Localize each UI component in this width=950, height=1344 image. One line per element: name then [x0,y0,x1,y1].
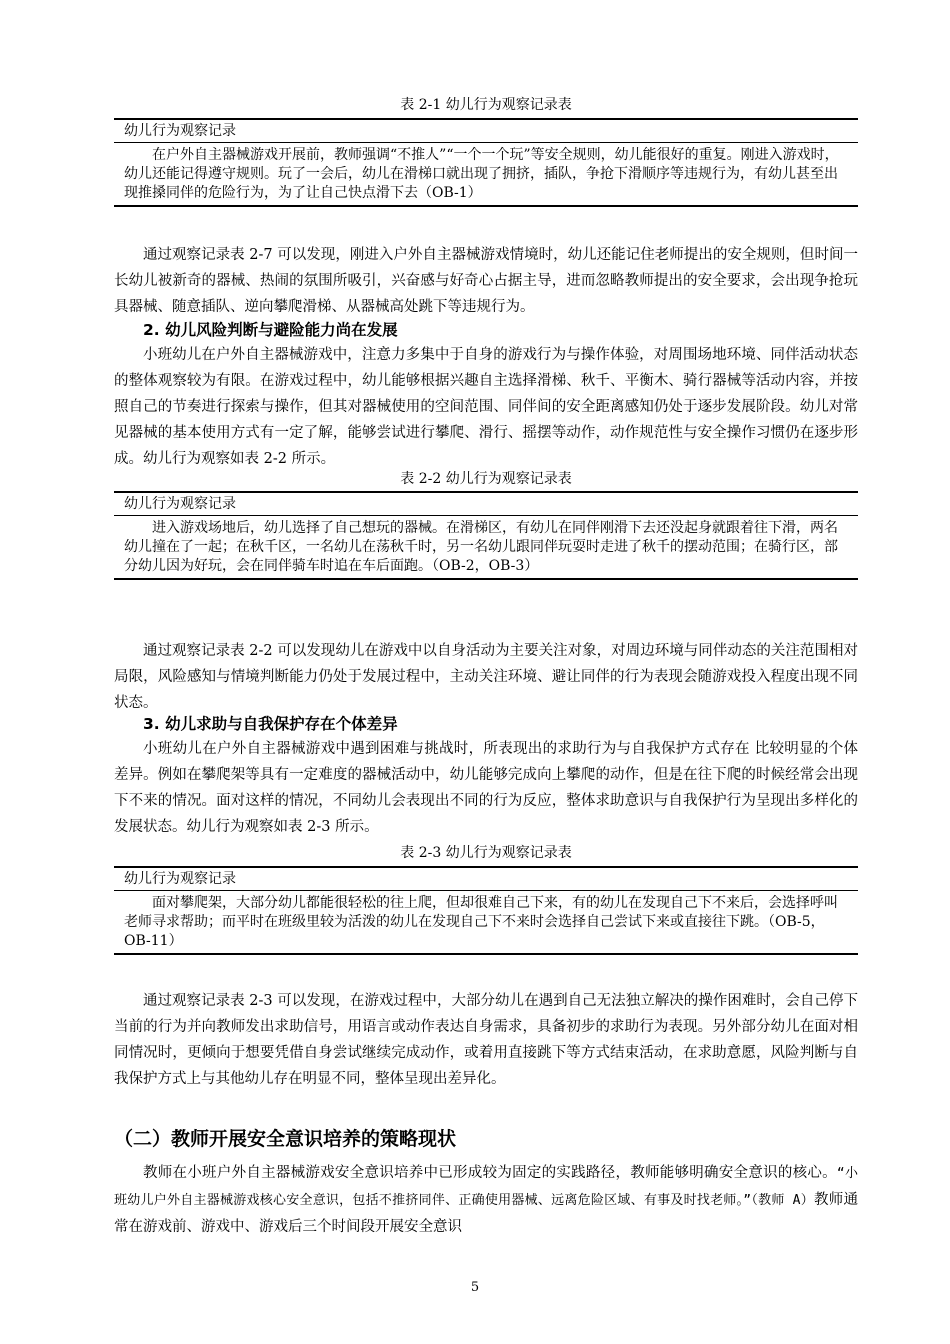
teacher-quote: “小班幼儿户外自主器械游戏核心安全意识，包括不推挤同伴、正确使用器械、远离危险区域、有事及时找老师。”（教师 A） [114,1166,858,1208]
table-bottom-rule [114,578,858,580]
table-bottom-rule [114,205,858,207]
table-caption-2-1: 表 2-1 幼儿行为观察记录表 [400,97,572,113]
paragraph-help-seeking: 小班幼儿在户外自主器械游戏中遇到困难与挑战时，所表现出的求助行为与自我保护方式存在 比较明显的个体差异。例如在攀爬架等具有一定难度的器械活动中，幼儿能够完成向上攀爬的动作，但是在往下爬的时候经常会出现下不来的情况。面对这样的情况，不同幼儿会表现出不同的行为反应，整体求助意识与自我保护行为呈现出多样化的发展状态。幼儿行为观察如表 2-3 所示。 [114,741,858,835]
table-header-cell: 幼儿行为观察记录 [124,871,236,887]
chapter-section-heading: （二）教师开展安全意识培养的策略现状 [114,1128,457,1150]
table-caption-2-3: 表 2-3 幼儿行为观察记录表 [400,845,572,861]
table-header-cell: 幼儿行为观察记录 [124,123,236,139]
table-caption-2-2: 表 2-2 幼儿行为观察记录表 [400,471,572,487]
paragraph-risk-judgment: 小班幼儿在户外自主器械游戏中，注意力多集中于自身的游戏行为与操作体验，对周围场地环境、同伴活动状态的整体观察较为有限。在游戏过程中，幼儿能够根据兴趣自主选择滑梯、秋千、平衡木、骑行器械等活动内容，并按照自己的节奏进行探索与操作，但其对器械使用的空间范围、同伴间的安全距离感知仍处于逐步发展阶段。幼儿对常见器械的基本使用方式有一定了解，能够尝试进行攀爬、滑行、摇摆等动作，动作规范性与安全操作习惯仍在逐步形成。幼儿行为观察如表 2-2 所示。 [114,347,858,467]
section-heading-2: 2. 幼儿风险判断与避险能力尚在发展 [143,321,398,339]
table-header-cell: 幼儿行为观察记录 [124,496,236,512]
page-number: 5 [470,1280,480,1295]
table-bottom-rule [114,953,858,955]
observation-table-2-3 [114,866,858,955]
paragraph-analysis-2-2: 通过观察记录表 2-2 可以发现幼儿在游戏中以自身活动为主要关注对象，对周边环境与同伴动态的关注范围相对局限，风险感知与情境判断能力仍处于发展过程中，主动关注环境、避让同伴的行为表现会随游戏投入程度出现不同状态。 [114,643,858,711]
section-heading-3: 3. 幼儿求助与自我保护存在个体差异 [143,715,398,733]
observation-table-2-1 [114,118,858,207]
table-content-cell: 面对攀爬架，大部分幼儿都能很轻松的往上爬，但却很难自己下来，有的幼儿在发现自己下不来后，会选择呼叫老师寻求帮助；而平时在班级里较为活泼的幼儿在发现自己下不来时会选择自己尝试下来或直接往下跳。（OB-5，OB-11） [124,895,838,949]
paragraph-text-continued: 教师通常在游戏前、游戏中、游戏后三个时间段开展安全意识 [114,1192,859,1235]
table-content-cell: 在户外自主器械游戏开展前，教师强调“不推人”“一个一个玩”等安全规则，幼儿能很好的重复。刚进入游戏时，幼儿还能记得遵守规则。玩了一会后，幼儿在滑梯口就出现了拥挤，插队，争抢下滑顺序等违规行为，有幼儿甚至出现推搡同伴的危险行为，为了让自己快点滑下去（OB-1） [124,147,839,201]
paragraph-teacher-strategy [114,1160,858,1240]
observation-table-2-2 [114,491,858,580]
paragraph-analysis-2-1: 通过观察记录表 2-7 可以发现，刚进入户外自主器械游戏情境时，幼儿还能记住老师提出的安全规则，但时间一长幼儿被新奇的器械、热闹的氛围所吸引，兴奋感与好奇心占据主导，进而忽略教师提出的安全要求，会出现争抢玩具器械、随意插队、逆向攀爬滑梯、从器械高处跳下等违规行为。 [114,247,858,315]
table-content-cell: 进入游戏场地后，幼儿选择了自己想玩的器械。在滑梯区，有幼儿在同伴刚滑下去还没起身就跟着往下滑，两名幼儿撞在了一起；在秋千区，一名幼儿在荡秋千时，另一名幼儿跟同伴玩耍时走进了秋千的摆动范围；在骑行区，部分幼儿因为好玩，会在同伴骑车时追在车后面跑。（OB-2，OB-3） [124,520,838,574]
paragraph-analysis-2-3: 通过观察记录表 2-3 可以发现，在游戏过程中，大部分幼儿在遇到自己无法独立解决的操作困难时，会自己停下当前的行为并向教师发出求助信号，用语言或动作表达自身需求，具备初步的求助行为表现。另外部分幼儿在面对相同情况时，更倾向于想要凭借自身尝试继续完成动作，或着用直接跳下等方式结束活动，在求助意愿，风险判断与自我保护方式上与其他幼儿存在明显不同，整体呈现出差异化。 [114,993,858,1087]
paragraph-text: 教师在小班户外自主器械游戏安全意识培养中已形成较为固定的实践路径，教师能够明确安全意识的核心。 [143,1165,837,1181]
